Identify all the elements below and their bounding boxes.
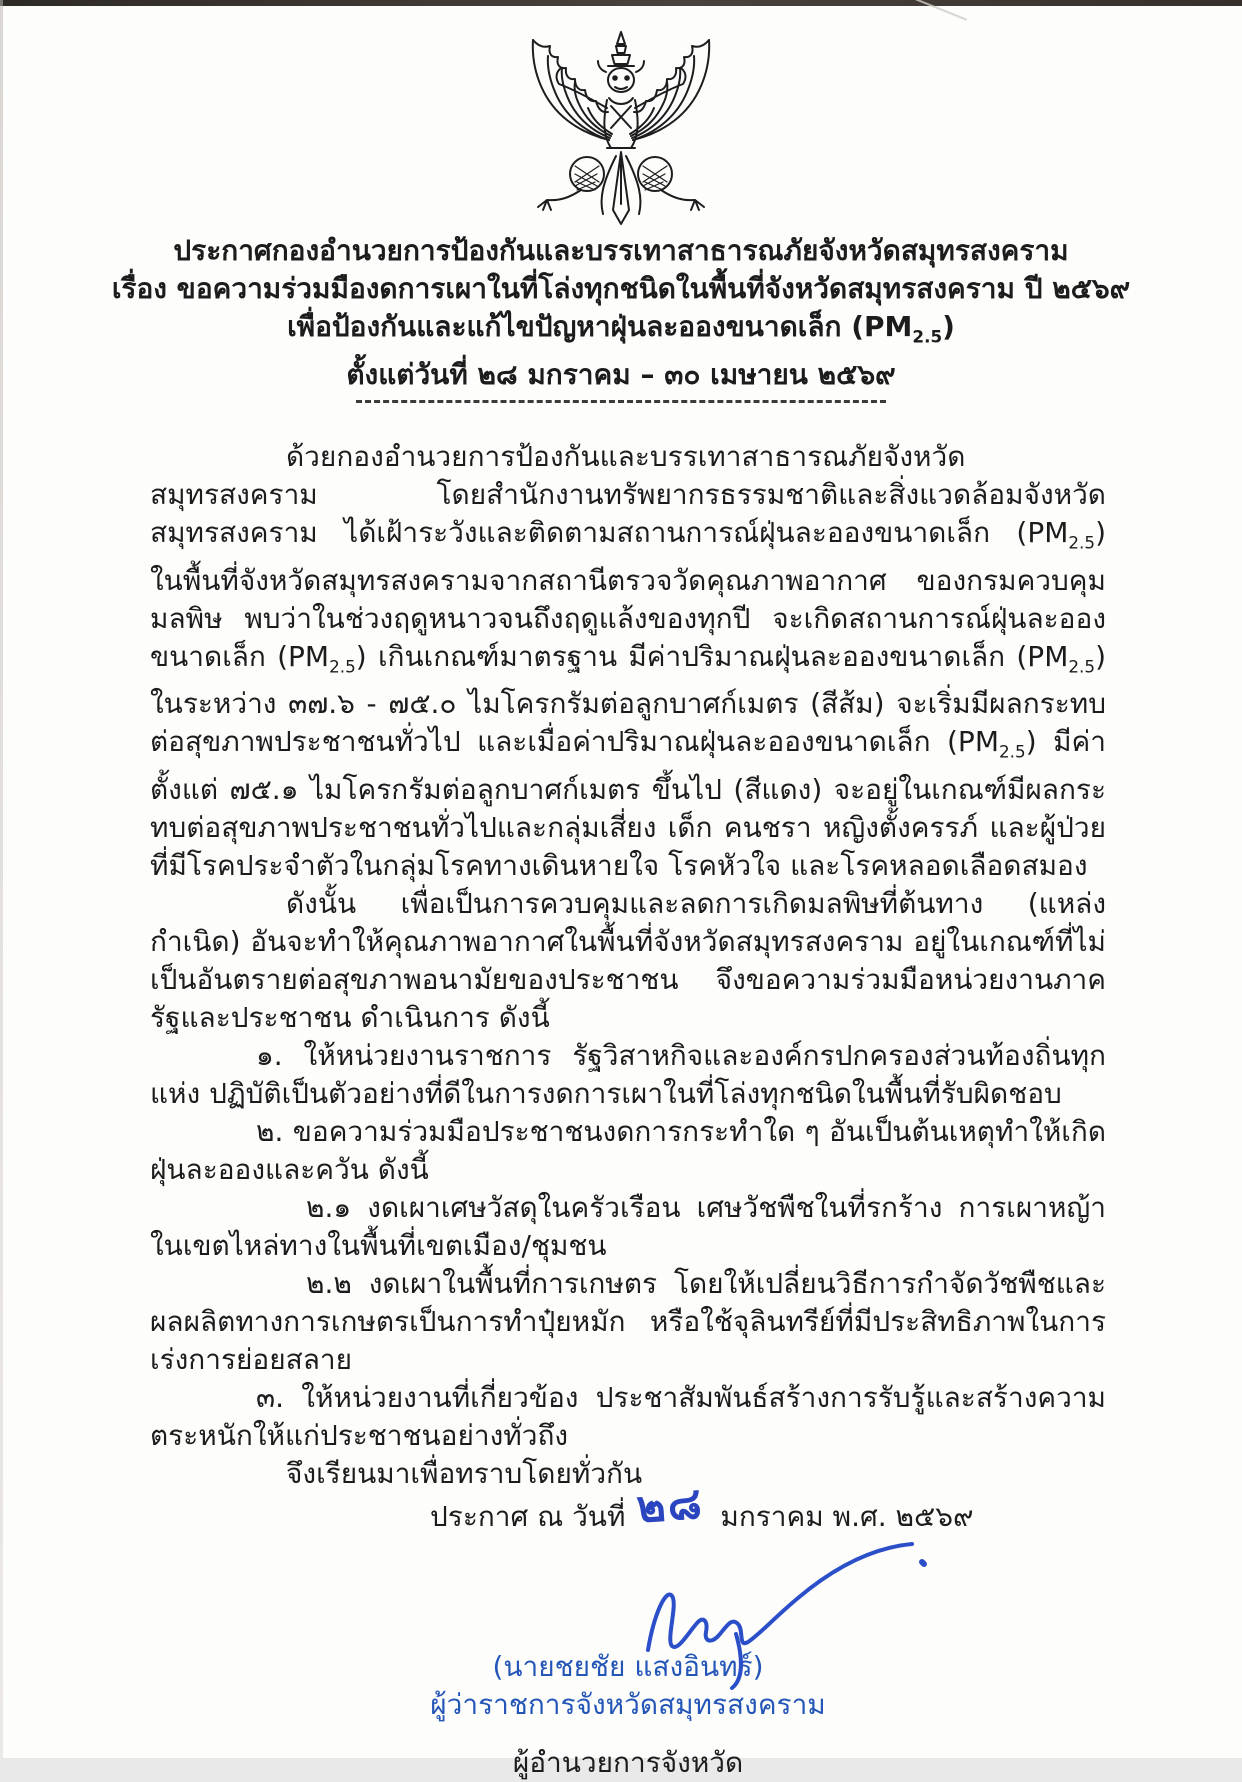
signature-icon (620, 1522, 950, 1692)
document-title-block (0, 232, 1242, 394)
item-2: ๒. ขอความร่วมมือประชาชนงดการกระทำใด ๆ อันเป็นต้นเหตุทำให้เกิดฝุ่นละอองและควัน ดังนี้ (150, 1114, 1106, 1186)
title-line-3: เพื่อป้องกันและแก้ไขปัญหาฝุ่นละอองขนาดเล็ก $(PM_{2.5})$ (287, 310, 955, 347)
signer-name: (นายชยชัย แสงอินทร์) (492, 1649, 764, 1683)
handwritten-day: ๒๘ (635, 1477, 706, 1534)
item-1: ๑. ให้หน่วยงานราชการ รัฐวิสาหกิจและองค์กรปกครองส่วนท้องถิ่นทุกแห่ง ปฏิบัติเป็นตัวอย่างที่ดีในการงดการเผาในที่โล่งทุกชนิดในพื้นที่รับผิดชอบ (150, 1038, 1106, 1110)
title-line-1: ประกาศกองอำนวยการป้องกันและบรรเทาสาธารณภัยจังหวัดสมุทรสงคราม (173, 234, 1069, 267)
issue-date-suffix: มกราคม พ.ศ. ๒๕๖๙ (720, 1499, 974, 1533)
title-line-4: ตั้งแต่วันที่ ๒๘ มกราคม – ๓๐ เมษายน ๒๕๖๙ (346, 357, 896, 391)
item-3: ๓. ให้หน่วยงานที่เกี่ยวข้อง ประชาสัมพันธ์สร้างการรับรู้และสร้างความตระหนักให้แก่ประชาชนอย่างทั่วถึง (150, 1380, 1106, 1452)
scan-top-edge-artifact (0, 0, 1242, 6)
document-body (150, 438, 1106, 1782)
item-2-1: ๒.๑ งดเผาเศษวัสดุในครัวเรือน เศษวัชพืชในที่รกร้าง การเผาหญ้าในเขตไหล่ทางในพื้นที่เขตเมือง/ชุมชน (150, 1190, 1106, 1262)
paragraph-intro: ด้วยกองอำนวยการป้องกันและบรรเทาสาธารณภัยจังหวัดสมุทรสงคราม โดยสำนักงานทรัพยากรธรรมชาติและสิ่งแวดล้อมจังหวัดสมุทรสงคราม ได้เฝ้าระวังและติดตามสถานการณ์ฝุ่นละอองขนาดเล็ก $(PM_{2.5})$ ในพื้นที่จังหวัดสมุทรสงครามจากสถานีตรวจวัดคุณภาพอากาศ ของกรมควบคุมมลพิษ พบว่าในช่วงฤดูหนาวจนถึงฤดูแล้งของทุกปี จะเกิดสถานการณ์ฝุ่นละอองขนาดเล็ก $(PM_{2.5})$ เกินเกณฑ์มาตรฐาน มีค่าปริมาณฝุ่นละอองขนาดเล็ก $(PM_{2.5})$ ในระหว่าง ๓๗.๖ - ๗๕.๐ ไมโครกรัมต่อลูกบาศก์เมตร (สีส้ม) จะเริ่มมีผลกระทบต่อสุขภาพประชาชนทั่วไป และเมื่อค่าปริมาณฝุ่นละอองขนาดเล็ก $(PM_{2.5})$ มีค่าตั้งแต่ ๗๕.๑ ไมโครกรัมต่อลูกบาศก์เมตร ขึ้นไป (สีแดง) จะอยู่ในเกณฑ์มีผลกระทบต่อสุขภาพประชาชนทั่วไปและกลุ่มเสี่ยง เด็ก คนชรา หญิงตั้งครรภ์ และผู้ป่วยที่มีโรคประจำตัวในกลุ่มโรคทางเดินหายใจ โรคหัวใจ และโรคหลอดเลือดสมอง (150, 440, 1106, 882)
signer-role: ผู้อำนวยการจังหวัด (512, 1745, 744, 1779)
garuda-emblem (495, 28, 747, 236)
paragraph-rationale: ดังนั้น เพื่อเป็นการควบคุมและลดการเกิดมลพิษที่ต้นทาง (แหล่งกำเนิด) อันจะทำให้คุณภาพอากาศในพื้นที่จังหวัดสมุทรสงคราม อยู่ในเกณฑ์ที่ไม่เป็นอันตรายต่อสุขภาพอนามัยของประชาชน จึงขอความร่วมมือหน่วยงานภาครัฐและประชาชน ดำเนินการ ดังนี้ (150, 886, 1106, 1034)
garuda-emblem-icon (495, 28, 747, 232)
dashed-separator (356, 400, 886, 403)
signer-position: ผู้ว่าราชการจังหวัดสมุทรสงคราม (430, 1687, 826, 1721)
item-2-2: ๒.๒ งดเผาในพื้นที่การเกษตร โดยให้เปลี่ยนวิธีการกำจัดวัชพืชและผลผลิตทางการเกษตรเป็นการทำปุ๋ยหมัก หรือใช้จุลินทรีย์ที่มีประสิทธิภาพในการเร่งการย่อยสลาย (150, 1266, 1106, 1376)
closing-line: จึงเรียนมาเพื่อทราบโดยทั่วกัน (286, 1456, 643, 1490)
signature-area (150, 1536, 1106, 1648)
issue-date-prefix: ประกาศ ณ วันที่ (430, 1499, 626, 1533)
title-line-2: เรื่อง ขอความร่วมมืองดการเผาในที่โล่งทุกชนิดในพื้นที่จังหวัดสมุทรสงคราม ปี ๒๕๖๙ (111, 272, 1131, 305)
